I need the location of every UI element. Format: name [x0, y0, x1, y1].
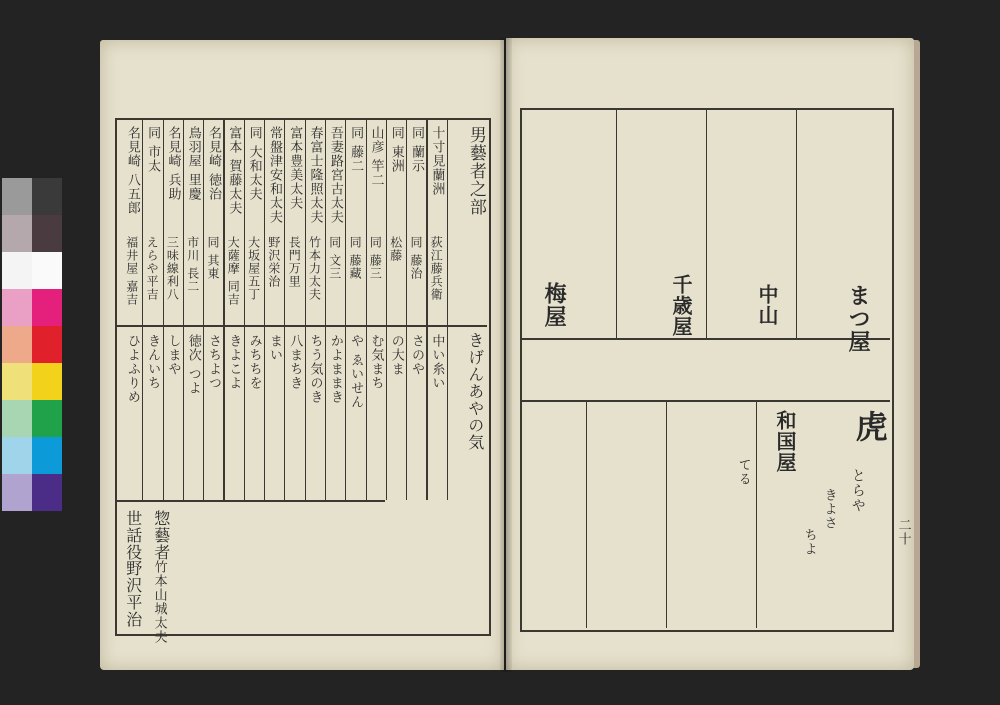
right-page	[506, 38, 914, 670]
credit-name-2: 野沢平治	[123, 560, 143, 628]
performer-name: 同 大和太夫	[246, 126, 262, 202]
list-heading: 男藝者之部	[465, 126, 486, 216]
performer-note: 徳次 つよ	[185, 334, 201, 396]
right-col-line	[616, 110, 617, 338]
column-rule	[406, 120, 407, 500]
left-divider	[115, 325, 487, 327]
lower-shop: 和国屋	[773, 410, 797, 473]
performer-note: 八まちき	[287, 334, 303, 390]
performer-note: や ゑいせん	[348, 334, 364, 410]
page-number: 二十	[895, 518, 911, 546]
performer-subname: えらや平吉	[145, 236, 160, 301]
upper-right-note: きげんあやの気	[465, 332, 485, 451]
column-rule	[244, 120, 245, 500]
performer-subname: 松藤	[388, 236, 403, 262]
house-title: まつ屋	[845, 284, 872, 353]
performer-note: さのや	[409, 334, 425, 376]
performer-note: 中い糸い	[429, 334, 445, 390]
column-rule	[305, 120, 306, 500]
performer-subname: 大坂屋五丁	[246, 236, 261, 301]
column-rule	[426, 120, 427, 500]
lower-name: きよさ	[821, 488, 837, 530]
lower-name: とらや	[849, 468, 866, 513]
column-rule	[325, 120, 326, 500]
right-divider-1	[520, 338, 890, 340]
performer-name: 名見崎 八五郎	[124, 126, 140, 216]
performer-subname: 同 文三	[327, 236, 342, 280]
column-rule	[163, 120, 164, 500]
performer-name: 春富士隆照太夫	[307, 126, 323, 224]
performer-name: 同 市太	[145, 126, 161, 174]
performer-name: 鳥羽屋 里慶	[185, 126, 201, 202]
performer-subname: 大薩摩 同吉	[226, 236, 241, 306]
credit-label-2: 世話役	[123, 510, 143, 561]
column-rule	[366, 120, 367, 500]
performer-subname: 野沢栄治	[266, 236, 281, 288]
house-title: 梅屋	[541, 282, 568, 328]
credit-name-1: 竹本山城太夫	[151, 560, 167, 644]
performer-subname: 同 藤藏	[348, 236, 363, 280]
performer-subname: 同 藤三	[368, 236, 383, 280]
performer-note: む気まち	[368, 334, 384, 390]
right-col-line	[756, 400, 757, 628]
right-col-line	[586, 400, 587, 628]
right-col-line	[706, 110, 707, 338]
column-rule	[223, 120, 224, 500]
right-divider-2	[520, 400, 890, 402]
left-page	[100, 40, 504, 670]
performer-subname: 三味線利八	[165, 236, 180, 301]
performer-name: 富本 賀藤太夫	[226, 126, 242, 216]
column-rule	[203, 120, 204, 500]
right-col-line	[666, 400, 667, 628]
performer-note: の大ま	[388, 334, 404, 376]
performer-note: ひよふりめ	[124, 334, 140, 404]
column-rule	[183, 120, 184, 500]
credit-label-1: 惣藝者	[151, 510, 171, 561]
performer-subname: 同 藤治	[408, 236, 423, 280]
column-rule	[345, 120, 346, 500]
performer-note: かよままき	[327, 334, 343, 404]
performer-subname: 荻江藤兵衛	[429, 236, 444, 301]
column-rule	[142, 120, 143, 500]
performer-subname: 長門万里	[287, 236, 302, 288]
column-rule	[447, 120, 448, 500]
lower-name: てる	[735, 458, 751, 486]
performer-subname: 市川 長二	[185, 236, 200, 293]
performer-name: 十寸見蘭洲	[429, 126, 445, 196]
house-title: 中山	[755, 284, 779, 326]
performer-name: 同 藤二	[348, 126, 364, 174]
performer-note: ちう気のき	[307, 334, 323, 404]
house-title: 千歳屋	[669, 274, 693, 337]
right-col-line	[796, 110, 797, 338]
left-divider-lower	[115, 500, 385, 502]
performer-name: 常盤津安和太夫	[266, 126, 282, 224]
performer-note: みちちを	[246, 334, 262, 390]
performer-note: きよこよ	[226, 334, 242, 390]
lower-title: 虎	[850, 410, 889, 443]
performer-name: 山彦 竿二	[368, 126, 384, 188]
performer-name: 同 東洲	[388, 126, 404, 174]
book-gutter	[500, 38, 512, 672]
performer-name: 吾妻路宮古太夫	[327, 126, 343, 224]
performer-name: 富本豊美太夫	[287, 126, 303, 210]
color-calibration-strip	[0, 178, 62, 522]
performer-subname: 福井屋 嘉吉	[124, 236, 139, 306]
performer-note: しまや	[165, 334, 181, 376]
performer-name: 名見崎 兵助	[165, 126, 181, 202]
performer-subname: 同 其東	[205, 236, 220, 280]
performer-name: 同 蘭示	[409, 126, 425, 174]
performer-name: 名見崎 徳治	[206, 126, 222, 202]
column-rule	[284, 120, 285, 500]
column-rule	[264, 120, 265, 500]
performer-note: きんいち	[145, 334, 161, 390]
performer-note: まい	[266, 334, 282, 362]
column-rule	[386, 120, 387, 500]
performer-subname: 竹本力太夫	[307, 236, 322, 301]
performer-note: さちよつ	[206, 334, 222, 390]
lower-name: ちよ	[801, 528, 817, 556]
